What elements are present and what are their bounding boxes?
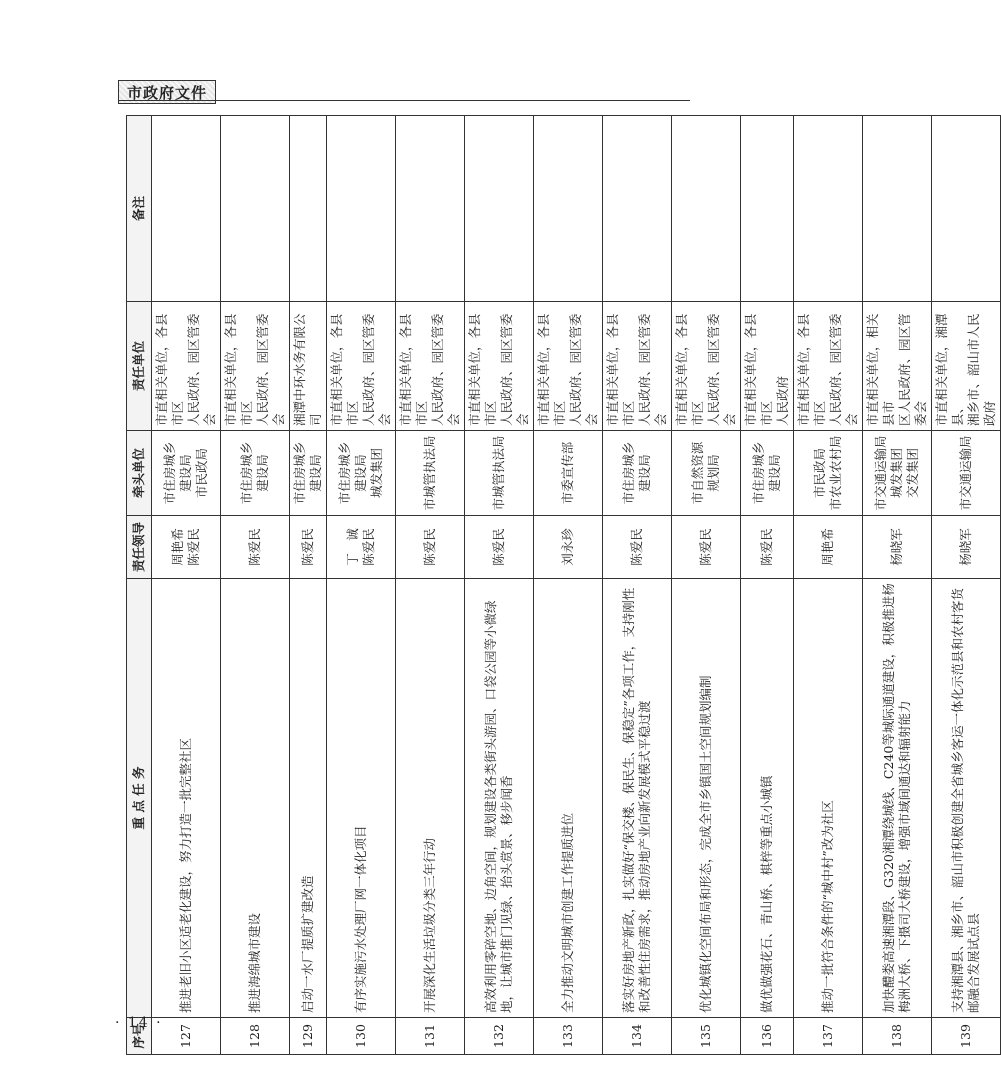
- table-row: [932, 116, 1001, 1055]
- cell-resp: [794, 302, 863, 431]
- table-row: [534, 116, 603, 1055]
- cell-task: 支持湘潭县、湘乡市、韶山市积极创建全省城乡客运一体化示范县和农村客货邮融合发展试点县: [932, 579, 1001, 1018]
- cell-lead: [741, 516, 794, 579]
- cell-note: [221, 116, 290, 302]
- cell-unit: [290, 431, 327, 516]
- cell-resp-line: 人民政府、园区管委会: [499, 313, 530, 426]
- cell-no: 132: [465, 1018, 534, 1055]
- cell-note: [396, 116, 465, 302]
- cell-resp-line: 人民政府: [775, 375, 790, 426]
- cell-unit-line: 市农业农村局: [828, 435, 843, 511]
- cell-unit: [603, 431, 672, 516]
- cell-resp: [932, 302, 1001, 431]
- cell-note: [672, 116, 741, 302]
- cell-resp: [603, 302, 672, 431]
- cell-unit-line: 交发集团: [905, 448, 920, 499]
- cell-lead: [534, 516, 603, 579]
- header-rule: [118, 100, 690, 101]
- cell-no: 129: [290, 1018, 327, 1055]
- cell-unit-line: 市交通运输局: [958, 435, 973, 511]
- cell-unit: [465, 431, 534, 516]
- cell-unit: [534, 431, 603, 516]
- cell-lead: [794, 516, 863, 579]
- table-body: [152, 116, 1001, 1055]
- cell-task: 加快醴娄高速湘潭段、G320湘潭绕城线、C240等城际通道建设，积极推进杨梅洲大桥、下摄司大桥建设，增强市域间通达和辐射能力: [863, 579, 932, 1018]
- table-row: [221, 116, 290, 1055]
- cell-task: 优化城镇化空间布局和形态，完成全市乡镇国土空间规划编制: [672, 579, 741, 1018]
- cell-resp-line: 湘潭中环水务有限公司: [292, 313, 323, 426]
- cell-unit-line: 建设局: [637, 454, 652, 492]
- cell-task: 做优做强花石、青山桥、棋梓等重点小城镇: [741, 579, 794, 1018]
- cell-lead-line: 陈爱民: [629, 528, 644, 566]
- cell-note: [932, 116, 1001, 302]
- cell-resp-line: 人民政府、园区管委会: [430, 313, 461, 426]
- cell-no: 137: [794, 1018, 863, 1055]
- cell-no: 130: [327, 1018, 396, 1055]
- cell-lead-line: 杨晓军: [889, 528, 904, 566]
- cell-resp-line: 市直相关单位，各县市区: [467, 313, 498, 426]
- cell-note: [534, 116, 603, 302]
- cell-resp-line: 人民政府、园区管委会: [186, 313, 217, 426]
- cell-no: 127: [152, 1018, 221, 1055]
- cell-lead-line: 陈爱民: [491, 528, 506, 566]
- cell-unit: [152, 431, 221, 516]
- cell-no: 128: [221, 1018, 290, 1055]
- cell-no: 138: [863, 1018, 932, 1055]
- cell-unit-line: 城发集团: [369, 448, 384, 499]
- cell-resp-line: 人民政府、园区管委会: [637, 313, 668, 426]
- cell-resp-line: 人民政府、园区管委会: [255, 313, 286, 426]
- cell-unit-line: 市自然资源: [690, 441, 705, 505]
- cell-note: [152, 116, 221, 302]
- cell-unit-line: 城发集团: [889, 448, 904, 499]
- cell-resp-line: 市直相关单位，各县市区: [154, 313, 185, 426]
- cell-unit-line: 建设局: [178, 454, 193, 492]
- cell-note: [290, 116, 327, 302]
- cell-unit: [863, 431, 932, 516]
- cell-unit: [932, 431, 1001, 516]
- header-lead: 责任领导: [127, 516, 152, 579]
- cell-lead: [863, 516, 932, 579]
- cell-no: 139: [932, 1018, 1001, 1055]
- cell-unit-line: 市住房城乡: [162, 441, 177, 505]
- cell-unit-line: 规划局: [706, 454, 721, 492]
- header-note: 备注: [127, 116, 152, 302]
- cell-resp: [152, 302, 221, 431]
- cell-lead-line: 陈爱民: [422, 528, 437, 566]
- cell-resp-line: 湘乡市、韶山市人民政府: [966, 313, 997, 426]
- cell-lead: [465, 516, 534, 579]
- cell-unit-line: 建设局: [767, 454, 782, 492]
- table-row: [863, 116, 932, 1055]
- cell-lead: [396, 516, 465, 579]
- cell-resp: [327, 302, 396, 431]
- cell-note: [794, 116, 863, 302]
- cell-resp: [465, 302, 534, 431]
- cell-resp-line: 区人民政府、园区管委会: [897, 313, 928, 426]
- cell-unit-line: 建设局: [255, 454, 270, 492]
- cell-task: 启动一水厂提质扩建改造: [290, 579, 327, 1018]
- task-table: [126, 115, 1001, 1055]
- page-number: · 14 ·: [115, 1015, 163, 1031]
- cell-task: 推进老旧小区适老化建设，努力打造一批完整社区: [152, 579, 221, 1018]
- table-row: [465, 116, 534, 1055]
- cell-lead: [327, 516, 396, 579]
- cell-unit: [672, 431, 741, 516]
- cell-note: [741, 116, 794, 302]
- cell-unit-line: 市住房城乡: [337, 441, 352, 505]
- header-unit: 牵头单位: [127, 431, 152, 516]
- cell-lead-line: 周艳希: [820, 528, 835, 566]
- cell-unit-line: 市民政局: [194, 448, 209, 499]
- cell-task: 推动一批符合条件的“城中村”改为社区: [794, 579, 863, 1018]
- cell-lead: [603, 516, 672, 579]
- cell-lead-line: 陈爱民: [361, 528, 376, 566]
- cell-resp: [672, 302, 741, 431]
- cell-unit-line: 市住房城乡: [239, 441, 254, 505]
- cell-unit-line: 市民政局: [812, 448, 827, 499]
- table-row: [672, 116, 741, 1055]
- cell-resp: [863, 302, 932, 431]
- cell-resp-line: 市直相关单位，各县市区: [674, 313, 705, 426]
- cell-lead-line: 陈爱民: [186, 528, 201, 566]
- cell-unit: [741, 431, 794, 516]
- cell-resp: [741, 302, 794, 431]
- cell-resp-line: 人民政府、园区管委会: [828, 313, 859, 426]
- cell-no: 134: [603, 1018, 672, 1055]
- cell-unit-line: 建设局: [353, 454, 368, 492]
- cell-no: 135: [672, 1018, 741, 1055]
- cell-resp: [221, 302, 290, 431]
- cell-unit-line: 市城管执法局: [491, 435, 506, 511]
- cell-resp: [290, 302, 327, 431]
- cell-resp-line: 人民政府、园区管委会: [568, 313, 599, 426]
- cell-lead-line: 丁 诚: [345, 528, 360, 566]
- cell-lead-line: 陈爱民: [698, 528, 713, 566]
- cell-no: 133: [534, 1018, 603, 1055]
- cell-task: 推进海绵城市建设: [221, 579, 290, 1018]
- cell-note: [327, 116, 396, 302]
- header-resp: 责任单位: [127, 302, 152, 431]
- cell-unit-line: 市城管执法局: [422, 435, 437, 511]
- cell-task: 有序实施污水处理厂网一体化项目: [327, 579, 396, 1018]
- header-no: 序号: [127, 1018, 152, 1055]
- cell-unit: [396, 431, 465, 516]
- table-row: [741, 116, 794, 1055]
- cell-lead-line: 周艳希: [170, 528, 185, 566]
- cell-resp-line: 市直相关单位，相关县市: [865, 313, 896, 426]
- cell-lead: [152, 516, 221, 579]
- document-header-tag: 市政府文件: [118, 80, 216, 104]
- cell-unit: [221, 431, 290, 516]
- table-row: [396, 116, 465, 1055]
- cell-resp-line: 人民政府、园区管委会: [706, 313, 737, 426]
- cell-unit-line: 市委宣传部: [560, 441, 575, 505]
- cell-unit-line: 市交通运输局: [873, 435, 888, 511]
- cell-unit-line: 建设局: [308, 454, 323, 492]
- table-header-row: [127, 116, 152, 1055]
- cell-lead-line: 杨晓军: [958, 528, 973, 566]
- cell-resp: [534, 302, 603, 431]
- cell-unit: [794, 431, 863, 516]
- cell-unit-line: 市住房城乡: [292, 441, 307, 505]
- cell-unit: [327, 431, 396, 516]
- cell-resp-line: 市直相关单位，各县市区: [223, 313, 254, 426]
- cell-task: 开展深化生活垃圾分类三年行动: [396, 579, 465, 1018]
- cell-task: 全力推动文明城市创建工作提质进位: [534, 579, 603, 1018]
- rotated-table-wrapper: [126, 115, 997, 1055]
- table-row: [290, 116, 327, 1055]
- cell-lead-line: 陈爱民: [759, 528, 774, 566]
- cell-task: 落实好房地产新政，扎实做好“保交楼、保民生、保稳定”各项工作，支持刚性和改善性住房需求，推动房地产业向新发展模式平稳过渡: [603, 579, 672, 1018]
- cell-resp-line: 人民政府、园区管委会: [361, 313, 392, 426]
- table-row: [327, 116, 396, 1055]
- cell-lead-line: 刘永珍: [560, 528, 575, 566]
- cell-resp-line: 市直相关单位，各县市区: [743, 313, 774, 426]
- cell-resp-line: 市直相关单位，各县市区: [605, 313, 636, 426]
- cell-lead: [221, 516, 290, 579]
- cell-resp-line: 市直相关单位，湘潭县、: [934, 313, 965, 426]
- cell-unit-line: 市住房城乡: [751, 441, 766, 505]
- cell-no: 136: [741, 1018, 794, 1055]
- cell-no: 131: [396, 1018, 465, 1055]
- cell-resp-line: 市直相关单位，各县市区: [796, 313, 827, 426]
- cell-lead: [932, 516, 1001, 579]
- cell-lead-line: 陈爱民: [300, 528, 315, 566]
- table-row: [603, 116, 672, 1055]
- cell-note: [465, 116, 534, 302]
- cell-note: [603, 116, 672, 302]
- cell-unit-line: 市住房城乡: [621, 441, 636, 505]
- cell-lead-line: 陈爱民: [247, 528, 262, 566]
- cell-lead: [672, 516, 741, 579]
- table-row: [794, 116, 863, 1055]
- cell-note: [863, 116, 932, 302]
- cell-resp-line: 市直相关单位，各县市区: [398, 313, 429, 426]
- cell-lead: [290, 516, 327, 579]
- cell-resp: [396, 302, 465, 431]
- cell-task: 高效利用零碎空地、边角空间，规划建设各类街头游园、口袋公园等小微绿地，让城市推门见绿、抬头赏景、移步闻香: [465, 579, 534, 1018]
- table-row: [152, 116, 221, 1055]
- cell-resp-line: 市直相关单位，各县市区: [536, 313, 567, 426]
- header-task: 重 点 任 务: [127, 579, 152, 1018]
- cell-resp-line: 市直相关单位，各县市区: [329, 313, 360, 426]
